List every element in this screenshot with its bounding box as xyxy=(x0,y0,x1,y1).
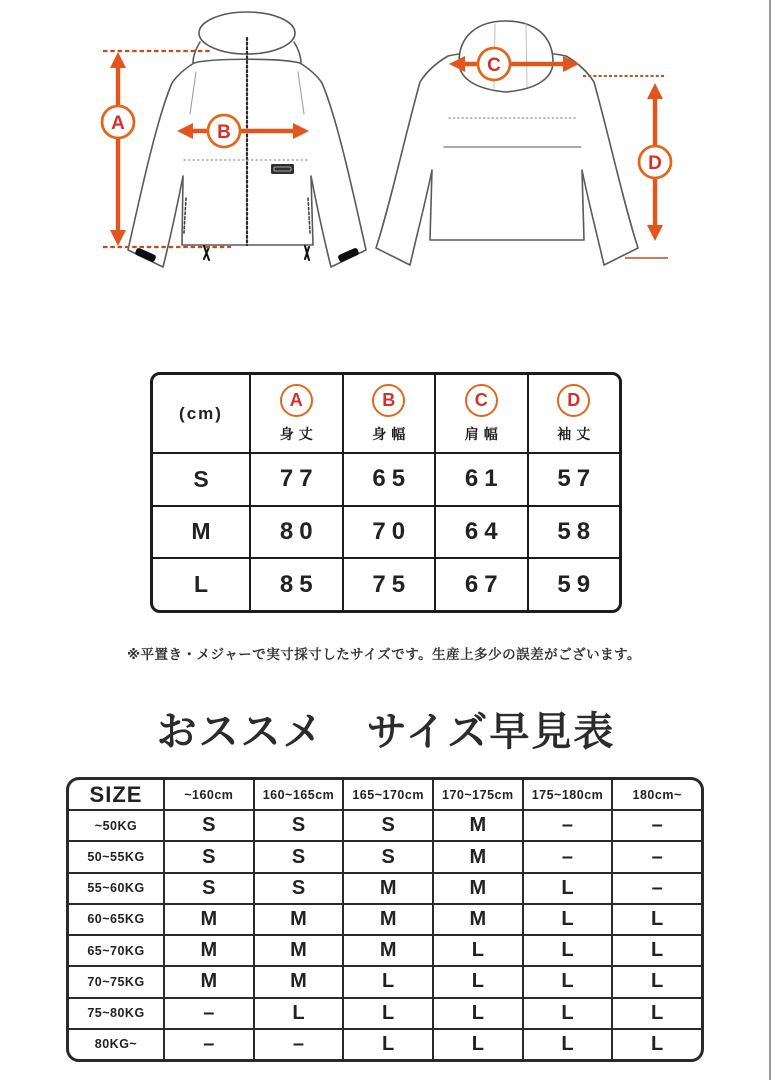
spec-col-name: 身幅 xyxy=(372,425,411,442)
rec-cell: M xyxy=(434,842,522,871)
circle-d-icon: D xyxy=(557,384,590,417)
measurement-note: ※平置き・メジャーで実寸採寸したサイズです。生産上多少の誤差がございます。 xyxy=(126,647,642,662)
rec-cell: M xyxy=(434,874,522,903)
rec-cell: M xyxy=(255,967,343,996)
rec-cell: S xyxy=(165,811,253,840)
rec-cell: L xyxy=(524,905,612,934)
measure-arrow-a xyxy=(102,52,134,246)
spec-cell: 77 xyxy=(251,454,342,505)
circle-a-icon: A xyxy=(280,384,313,417)
rec-cell: M xyxy=(165,936,253,965)
rec-cell: M xyxy=(344,936,432,965)
circle-c-icon: C xyxy=(465,384,498,417)
rec-cell: – xyxy=(165,999,253,1028)
spec-cell: 80 xyxy=(251,507,342,558)
rec-cell: M xyxy=(165,905,253,934)
weight-row-header: 75~80KG xyxy=(69,999,163,1028)
spec-col-header-b xyxy=(344,375,435,452)
rec-cell: L xyxy=(524,874,612,903)
rec-cell: L xyxy=(524,999,612,1028)
rec-cell: S xyxy=(255,874,343,903)
rec-cell: M xyxy=(434,811,522,840)
spec-col-name: 身丈 xyxy=(279,425,318,442)
rec-cell: L xyxy=(524,967,612,996)
rec-cell: – xyxy=(165,1030,253,1059)
rec-cell: M xyxy=(255,936,343,965)
rec-cell: – xyxy=(524,811,612,840)
rec-cell: L xyxy=(524,936,612,965)
rec-cell: L xyxy=(255,999,343,1028)
measure-arrow-d xyxy=(639,83,671,241)
rec-cell: – xyxy=(613,842,701,871)
rec-cell: S xyxy=(255,842,343,871)
spec-cell: 58 xyxy=(529,507,620,558)
weight-row-header: 65~70KG xyxy=(69,936,163,965)
weight-row-header: 60~65KG xyxy=(69,905,163,934)
garment-measurement-diagram xyxy=(0,0,772,350)
rec-cell: L xyxy=(613,905,701,934)
measure-label-d: D xyxy=(648,153,662,174)
weight-row-header: ~50KG xyxy=(69,811,163,840)
rec-cell: S xyxy=(344,842,432,871)
spec-cell: 57 xyxy=(529,454,620,505)
weight-row-header: 55~60KG xyxy=(69,874,163,903)
spec-col-name: 肩幅 xyxy=(464,425,503,442)
rec-cell: L xyxy=(434,1030,522,1059)
spec-cell: 61 xyxy=(436,454,527,505)
weight-row-header: 80KG~ xyxy=(69,1030,163,1059)
height-col-header: 170~175cm xyxy=(434,780,522,809)
spec-cell: 59 xyxy=(529,559,620,610)
circle-b-icon: B xyxy=(372,384,405,417)
spec-col-name: 袖丈 xyxy=(557,425,596,442)
weight-row-header: 50~55KG xyxy=(69,842,163,871)
rec-cell: – xyxy=(524,842,612,871)
rec-cell: – xyxy=(613,874,701,903)
measure-label-a: A xyxy=(111,113,125,134)
measure-label-b: B xyxy=(217,122,231,143)
rec-cell: M xyxy=(255,905,343,934)
rec-cell: L xyxy=(613,936,701,965)
height-col-header: 160~165cm xyxy=(255,780,343,809)
rec-cell: S xyxy=(255,811,343,840)
spec-col-header-a xyxy=(251,375,342,452)
recommend-size-table xyxy=(66,777,704,1062)
spec-cell: 70 xyxy=(344,507,435,558)
rec-cell: S xyxy=(165,842,253,871)
height-col-header: 165~170cm xyxy=(344,780,432,809)
rec-cell: L xyxy=(434,999,522,1028)
rec-cell: S xyxy=(344,811,432,840)
rec-cell: M xyxy=(434,905,522,934)
unit-label: (cm) xyxy=(179,403,223,423)
height-col-header: 175~180cm xyxy=(524,780,612,809)
spec-col-header-d xyxy=(529,375,620,452)
spec-cell: 75 xyxy=(344,559,435,610)
page-edge-line xyxy=(769,0,771,1080)
rec-cell: M xyxy=(165,967,253,996)
rec-cell: L xyxy=(434,967,522,996)
chest-label-patch xyxy=(271,164,294,174)
spec-cell: 67 xyxy=(436,559,527,610)
page-title: おススメ サイズ早見表 xyxy=(156,710,616,754)
rec-cell: – xyxy=(613,811,701,840)
rec-cell: – xyxy=(255,1030,343,1059)
height-col-header: ~160cm xyxy=(165,780,253,809)
spec-row-size-l: L xyxy=(153,559,249,610)
rec-cell: S xyxy=(165,874,253,903)
rec-cell: L xyxy=(524,1030,612,1059)
spec-row-size-s: S xyxy=(153,454,249,505)
spec-size-table xyxy=(150,372,622,613)
rec-cell: M xyxy=(344,905,432,934)
spec-cell: 65 xyxy=(344,454,435,505)
rec-cell: L xyxy=(344,967,432,996)
spec-cell: 64 xyxy=(436,507,527,558)
spec-col-header-c xyxy=(436,375,527,452)
weight-row-header: 70~75KG xyxy=(69,967,163,996)
spec-row-size-m: M xyxy=(153,507,249,558)
rec-cell: M xyxy=(344,874,432,903)
rec-cell: L xyxy=(344,1030,432,1059)
size-corner-header: SIZE xyxy=(69,780,163,809)
height-col-header: 180cm~ xyxy=(613,780,701,809)
rec-cell: L xyxy=(613,1030,701,1059)
spec-cell: 85 xyxy=(251,559,342,610)
rec-cell: L xyxy=(344,999,432,1028)
rec-cell: L xyxy=(434,936,522,965)
measure-label-c: C xyxy=(487,55,501,76)
spec-unit-cell xyxy=(153,375,249,452)
rec-cell: L xyxy=(613,967,701,996)
rec-cell: L xyxy=(613,999,701,1028)
